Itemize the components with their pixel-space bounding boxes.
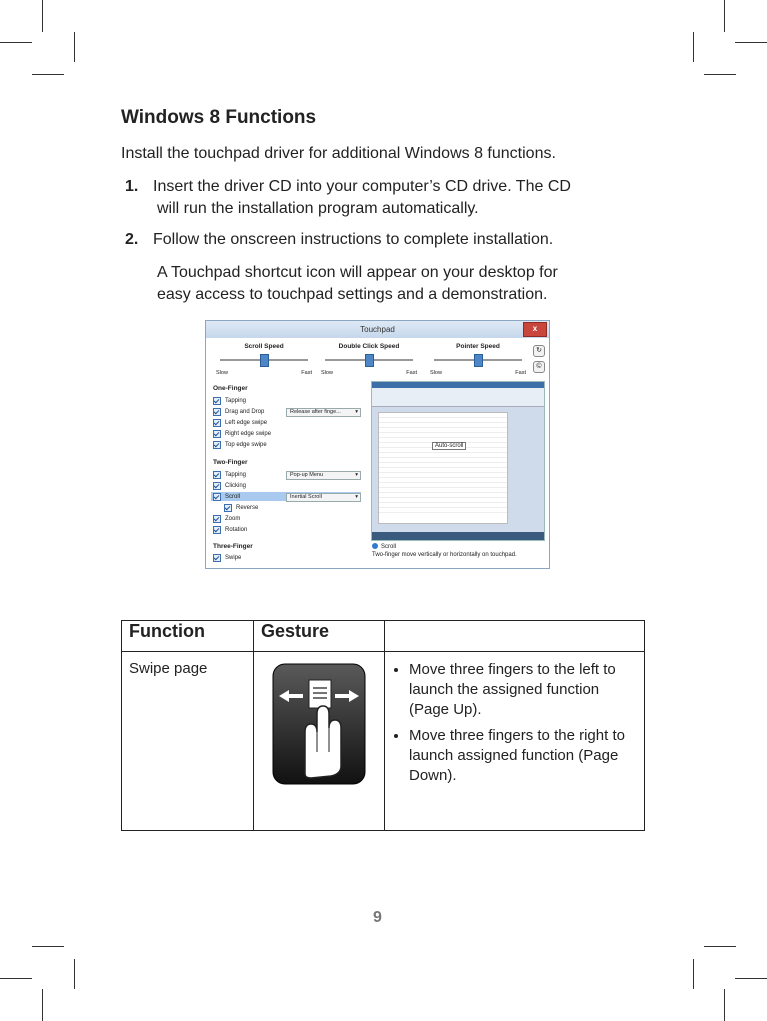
- pointer-speed-slider[interactable]: [428, 343, 528, 376]
- drag-drop-dropdown[interactable]: Release after finge... ▾: [286, 408, 361, 417]
- option-checkbox[interactable]: [213, 554, 241, 562]
- slider-knob[interactable]: [260, 354, 269, 367]
- option-label: Right edge swipe: [225, 431, 272, 437]
- slider-label: Scroll Speed: [244, 343, 284, 350]
- option-checkbox[interactable]: [213, 430, 271, 438]
- autoscroll-label: Auto-scroll: [432, 442, 466, 450]
- demo-preview: [371, 381, 545, 541]
- slider-label: Pointer Speed: [456, 343, 500, 350]
- option-checkbox[interactable]: [213, 493, 240, 501]
- option-checkbox[interactable]: [213, 526, 247, 534]
- option-label: Clicking: [225, 483, 247, 489]
- option-label: Tapping: [225, 472, 247, 478]
- option-checkbox[interactable]: [213, 515, 240, 523]
- option-checkbox[interactable]: [213, 397, 246, 405]
- crop-mark: [74, 32, 75, 62]
- function-cell: Swipe page: [122, 652, 254, 831]
- slider-min-label: Slow: [216, 370, 228, 376]
- checkbox-icon[interactable]: [213, 430, 221, 438]
- step-1: [125, 176, 571, 220]
- option-checkbox[interactable]: [213, 471, 246, 479]
- option-label: Rotation: [225, 527, 248, 533]
- scroll-dropdown[interactable]: Inertial Scroll ▾: [286, 493, 361, 502]
- close-button[interactable]: x: [523, 322, 547, 337]
- slider-track[interactable]: [325, 359, 413, 361]
- step-number: 1.: [125, 178, 139, 195]
- checkbox-icon[interactable]: [213, 397, 221, 405]
- hint-title: Scroll: [381, 544, 397, 550]
- crop-mark: [724, 0, 725, 32]
- info-icon: [372, 543, 378, 549]
- crop-mark: [735, 978, 767, 979]
- column-header: Function: [122, 621, 254, 652]
- crop-mark: [704, 74, 736, 75]
- bullet-item: • Move three fingers to the right to launch assigned function (Page Down).: [409, 726, 638, 786]
- option-checkbox[interactable]: [213, 482, 246, 490]
- slider-label: Double Click Speed: [338, 343, 400, 350]
- double-click-speed-slider[interactable]: [319, 343, 419, 376]
- bullet-item: • Move three fingers to the left to launch the assigned function (Page Up).: [409, 660, 638, 720]
- scroll-speed-slider[interactable]: [214, 343, 314, 376]
- column-header: [385, 621, 645, 652]
- page-number: 9: [373, 909, 382, 926]
- step-2: [125, 229, 553, 251]
- step-text: will run the installation program automatically.: [157, 200, 479, 217]
- checkbox-icon[interactable]: [213, 526, 221, 534]
- slider-max-label: Fast: [406, 370, 417, 376]
- crop-mark: [32, 74, 64, 75]
- table-row: [122, 652, 645, 831]
- option-label: Zoom: [225, 516, 241, 522]
- option-checkbox[interactable]: [213, 408, 264, 416]
- slider-track[interactable]: [220, 359, 308, 361]
- crop-mark: [724, 989, 725, 1021]
- crop-mark: [735, 42, 767, 43]
- option-label: Tapping: [225, 398, 247, 404]
- crop-mark: [693, 32, 694, 62]
- intro-text: Install the touchpad driver for additional Windows 8 functions.: [121, 145, 556, 162]
- step-text: Follow the onscreen instructions to complete installation.: [153, 231, 554, 248]
- crop-mark: [693, 959, 694, 989]
- note-line: easy access to touchpad settings and a demonstration.: [157, 286, 548, 303]
- preview-taskbar: [372, 532, 544, 540]
- crop-mark: [704, 946, 736, 947]
- gesture-table: [121, 620, 645, 831]
- crop-mark: [42, 0, 43, 32]
- slider-max-label: Fast: [515, 370, 526, 376]
- option-label: Scroll: [225, 494, 241, 500]
- note-text: [157, 262, 558, 306]
- crop-mark: [74, 959, 75, 989]
- checkbox-icon[interactable]: [213, 554, 221, 562]
- checkbox-icon[interactable]: [213, 408, 221, 416]
- slider-track[interactable]: [434, 359, 522, 361]
- slider-knob[interactable]: [365, 354, 374, 367]
- crop-mark: [32, 946, 64, 947]
- step-text: Insert the driver CD into your computer’s CD drive. The CD: [153, 178, 571, 195]
- touchpad-settings-screenshot: [205, 320, 550, 569]
- option-label: Swipe: [225, 555, 242, 561]
- page-title: Windows 8 Functions: [121, 107, 317, 128]
- checkbox-icon[interactable]: [213, 441, 221, 449]
- column-header: Gesture: [254, 621, 385, 652]
- preview-spreadsheet: [378, 412, 508, 524]
- slider-min-label: Slow: [321, 370, 333, 376]
- slider-knob[interactable]: [474, 354, 483, 367]
- option-checkbox[interactable]: [213, 419, 267, 427]
- gesture-cell: [254, 652, 385, 831]
- one-finger-heading: One-Finger: [213, 385, 248, 392]
- slider-max-label: Fast: [301, 370, 312, 376]
- three-finger-swipe-icon: [271, 662, 367, 786]
- checkbox-icon[interactable]: [213, 493, 221, 501]
- checkbox-icon[interactable]: [224, 504, 232, 512]
- window-titlebar: [206, 321, 549, 338]
- gesture-hint: [372, 543, 517, 559]
- option-label: Top edge swipe: [225, 442, 267, 448]
- crop-mark: [0, 978, 32, 979]
- checkbox-icon[interactable]: [213, 471, 221, 479]
- option-label: Drag and Drop: [225, 409, 265, 415]
- preview-ribbon: [372, 388, 544, 407]
- step-number: 2.: [125, 231, 139, 248]
- description-cell: [385, 652, 645, 831]
- crop-mark: [42, 989, 43, 1021]
- three-finger-heading: Three-Finger: [213, 543, 253, 550]
- note-line: A Touchpad shortcut icon will appear on your desktop for: [157, 264, 558, 281]
- two-finger-heading: Two-Finger: [213, 459, 248, 466]
- copyright-icon[interactable]: ©: [533, 361, 545, 373]
- checkbox-icon[interactable]: [213, 482, 221, 490]
- checkbox-icon[interactable]: [213, 515, 221, 523]
- option-label: Left edge swipe: [225, 420, 268, 426]
- option-checkbox[interactable]: [213, 441, 267, 449]
- slider-min-label: Slow: [430, 370, 442, 376]
- crop-mark: [0, 42, 32, 43]
- refresh-icon[interactable]: ↻: [533, 345, 545, 357]
- tap-dropdown[interactable]: Pop-up Menu ▾: [286, 471, 361, 480]
- window-title: Touchpad: [360, 325, 395, 334]
- checkbox-icon[interactable]: [213, 419, 221, 427]
- option-label: Reverse: [236, 505, 259, 511]
- hint-text: Two-finger move vertically or horizontally on touchpad.: [372, 552, 517, 558]
- option-checkbox[interactable]: [224, 504, 258, 512]
